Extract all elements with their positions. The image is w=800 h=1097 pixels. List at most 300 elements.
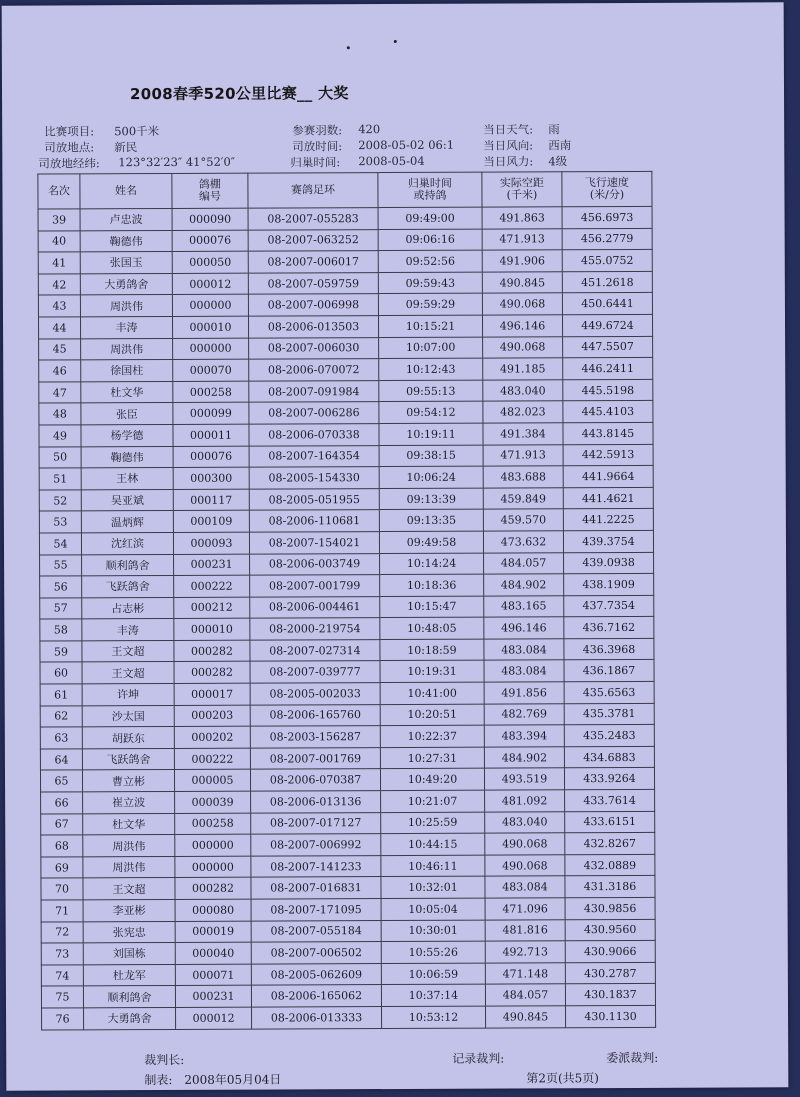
- rank-cell: 51: [39, 468, 81, 490]
- loft-cell: 000000: [173, 338, 249, 360]
- loft-cell: 000282: [175, 878, 251, 900]
- return-time-cell: 10:18:36: [380, 574, 484, 596]
- table-row: [41, 941, 655, 965]
- ring-cell: 08-2007-006286: [249, 402, 379, 424]
- weather-label: 当日天气:: [483, 122, 534, 137]
- loft-cell: 000040: [175, 942, 251, 964]
- distance-cell: 496.146: [482, 315, 562, 337]
- results-table: [37, 171, 656, 1030]
- distance-cell: 482.769: [484, 703, 564, 725]
- table-row: [39, 530, 653, 554]
- name-cell: 王林: [81, 468, 173, 490]
- rank-cell: 75: [41, 986, 83, 1008]
- distance-cell: 484.902: [484, 747, 564, 769]
- speed-cell: 441.4621: [563, 487, 653, 509]
- distance-cell: 496.146: [484, 617, 564, 639]
- speed-cell: 449.6724: [562, 314, 652, 336]
- return-time-cell: 10:21:07: [381, 790, 485, 812]
- distance-cell: 483.165: [484, 595, 564, 617]
- return-time-cell: 10:55:26: [381, 941, 485, 963]
- table-row: [38, 314, 652, 338]
- rank-cell: 66: [41, 792, 83, 814]
- table-row: [38, 271, 652, 295]
- speed-cell: 430.2787: [565, 962, 655, 984]
- ring-cell: 08-2007-027314: [250, 639, 380, 661]
- ring-cell: 08-2007-017127: [251, 812, 381, 834]
- name-cell: 徐国柱: [81, 360, 173, 382]
- table-row: [38, 293, 652, 317]
- speed-cell: 430.1130: [566, 1005, 656, 1027]
- distance-cell: 493.519: [484, 768, 564, 790]
- rank-cell: 76: [42, 1008, 84, 1030]
- rank-cell: 71: [41, 900, 83, 922]
- name-cell: 张国玉: [80, 252, 172, 274]
- speed-cell: 443.8145: [563, 422, 653, 444]
- speed-cell: 451.2618: [562, 271, 652, 293]
- ring-cell: 08-2006-070387: [250, 769, 380, 791]
- table-row: [38, 250, 652, 274]
- return-time-cell: 10:41:00: [380, 682, 484, 704]
- name-cell: 顺利鸽舍: [83, 986, 175, 1008]
- return-time-cell: 10:22:37: [380, 725, 484, 747]
- rank-cell: 53: [39, 511, 81, 533]
- rank-cell: 60: [40, 662, 82, 684]
- name-cell: 沈红滨: [81, 532, 173, 554]
- loft-cell: 000203: [174, 705, 250, 727]
- name-cell: 丰涛: [80, 316, 172, 338]
- header-rank: 名次: [38, 174, 80, 209]
- name-cell: 杨学德: [81, 424, 173, 446]
- distance-cell: 490.845: [486, 1006, 566, 1028]
- rank-cell: 43: [38, 295, 80, 317]
- loft-cell: 000000: [175, 856, 251, 878]
- prepared-date: 2008年05月04日: [184, 1072, 282, 1087]
- table-row: [39, 444, 653, 468]
- loft-cell: 000000: [175, 834, 251, 856]
- ring-cell: 08-2005-002033: [250, 683, 380, 705]
- speed-cell: 434.6883: [564, 746, 654, 768]
- speed-cell: 441.2225: [563, 509, 653, 531]
- return-time-cell: 09:55:13: [379, 380, 483, 402]
- speed-cell: 456.6973: [562, 206, 652, 228]
- ring-cell: 08-2006-110681: [249, 510, 379, 532]
- table-row: [41, 919, 655, 943]
- table-row: [41, 876, 655, 900]
- table-row: [38, 206, 652, 230]
- rank-cell: 69: [41, 857, 83, 879]
- distance-cell: 491.185: [483, 358, 563, 380]
- name-cell: 王文超: [83, 878, 175, 900]
- release-time-label: 司放时间:: [292, 139, 343, 154]
- speed-cell: 433.9264: [564, 768, 654, 790]
- table-row: [41, 854, 655, 878]
- name-cell: 鞠德伟: [80, 230, 172, 252]
- name-cell: 周洪伟: [80, 295, 172, 317]
- speed-cell: 430.9066: [565, 941, 655, 963]
- loft-cell: 000212: [174, 597, 250, 619]
- speed-cell: 433.6151: [565, 811, 655, 833]
- header-speed: 飞行速度 (米/分): [562, 171, 652, 206]
- rank-cell: 52: [39, 490, 81, 512]
- rank-cell: 56: [40, 576, 82, 598]
- return-time-cell: 09:54:12: [379, 401, 483, 423]
- table-row: [41, 811, 655, 835]
- recorder-label: 记录裁判:: [452, 1051, 505, 1066]
- speed-cell: 447.5507: [563, 336, 653, 358]
- distance-cell: 483.688: [483, 466, 563, 488]
- name-cell: 崔立波: [83, 791, 175, 813]
- loft-cell: 000258: [173, 381, 249, 403]
- return-time-cell: 10:15:47: [380, 596, 484, 618]
- speed-cell: 430.9560: [565, 919, 655, 941]
- name-cell: 刘国栋: [83, 943, 175, 965]
- speed-cell: 438.1909: [564, 573, 654, 595]
- rank-cell: 65: [40, 770, 82, 792]
- return-time-cell: 10:06:59: [381, 963, 485, 985]
- wind-direction-value: 西南: [548, 138, 572, 153]
- name-cell: 王文超: [82, 662, 174, 684]
- ring-cell: 08-2007-001769: [250, 747, 380, 769]
- return-time-cell: 09:49:58: [379, 531, 483, 553]
- return-time-cell: 10:53:12: [382, 1006, 486, 1028]
- project-label: 比赛项目:: [44, 124, 95, 139]
- distance-cell: 459.570: [483, 509, 563, 531]
- page-title: 2008春季520公里比赛__ 大奖: [129, 84, 349, 104]
- rank-cell: 54: [39, 533, 81, 555]
- distance-cell: 484.057: [485, 984, 565, 1006]
- release-place-label: 司放地点:: [44, 140, 95, 155]
- distance-cell: 471.148: [485, 963, 565, 985]
- ring-cell: 08-2006-165062: [251, 985, 381, 1007]
- rank-cell: 64: [40, 749, 82, 771]
- distance-cell: 483.084: [484, 639, 564, 661]
- name-cell: 周洪伟: [81, 338, 173, 360]
- table-row: [42, 1005, 656, 1029]
- distance-cell: 481.816: [485, 919, 565, 941]
- rank-cell: 47: [39, 382, 81, 404]
- delegate-label: 委派裁判:: [606, 1050, 659, 1066]
- wind-force-value: 4级: [548, 154, 568, 169]
- loft-cell: 000080: [175, 899, 251, 921]
- participants-value: 420: [358, 122, 381, 137]
- ring-cell: 08-2007-006017: [248, 251, 378, 273]
- speed-cell: 436.3968: [564, 638, 654, 660]
- name-cell: 卢忠波: [80, 208, 172, 230]
- table-row: [40, 681, 654, 705]
- table-row: [39, 509, 653, 533]
- loft-cell: 000202: [174, 726, 250, 748]
- table-row: [40, 768, 654, 792]
- speed-cell: 445.4103: [563, 401, 653, 423]
- return-time-cell: 10:32:01: [381, 877, 485, 899]
- table-row: [41, 789, 655, 813]
- loft-cell: 000005: [174, 770, 250, 792]
- distance-cell: 490.845: [482, 272, 562, 294]
- ring-cell: 08-2007-141233: [251, 855, 381, 877]
- distance-cell: 483.040: [483, 380, 563, 402]
- return-time-cell: 09:49:00: [378, 207, 482, 229]
- paper-speck: [347, 46, 350, 49]
- distance-cell: 473.632: [483, 531, 563, 553]
- ring-cell: 08-2007-059759: [248, 272, 378, 294]
- name-cell: 占志彬: [82, 597, 174, 619]
- distance-cell: 484.902: [484, 574, 564, 596]
- ring-cell: 08-2007-164354: [249, 445, 379, 467]
- rank-cell: 62: [40, 706, 82, 728]
- speed-cell: 456.2779: [562, 228, 652, 250]
- ring-cell: 08-2005-062609: [251, 963, 381, 985]
- table-row: [38, 228, 652, 252]
- ring-cell: 08-2000-219754: [250, 618, 380, 640]
- table-row: [41, 833, 655, 857]
- name-cell: 李亚彬: [83, 899, 175, 921]
- loft-cell: 000070: [173, 359, 249, 381]
- rank-cell: 46: [39, 360, 81, 382]
- speed-cell: 431.3186: [565, 876, 655, 898]
- loft-cell: 000050: [172, 251, 248, 273]
- name-cell: 飞跃鸽舍: [82, 748, 174, 770]
- header-return-time: 归巢时间 或持鸽: [378, 172, 482, 207]
- speed-cell: 445.5198: [563, 379, 653, 401]
- table-row: [40, 552, 654, 576]
- loft-cell: 000231: [175, 986, 251, 1008]
- loft-cell: 000010: [174, 618, 250, 640]
- ring-cell: 08-2007-154021: [249, 531, 379, 553]
- coordinates-value: 123°32′23″ 41°52′0″: [118, 154, 236, 170]
- wind-force-label: 当日风力:: [483, 154, 534, 169]
- return-time-cell: 09:52:56: [378, 250, 482, 272]
- distance-cell: 491.906: [482, 250, 562, 272]
- name-cell: 许坤: [82, 684, 174, 706]
- distance-cell: 483.040: [485, 811, 565, 833]
- speed-cell: 439.0938: [564, 552, 654, 574]
- loft-cell: 000017: [174, 683, 250, 705]
- return-time-cell: 09:13:35: [379, 509, 483, 531]
- name-cell: 杜文华: [83, 813, 175, 835]
- name-cell: 杜文华: [81, 381, 173, 403]
- rank-cell: 72: [41, 921, 83, 943]
- speed-cell: 432.8267: [565, 833, 655, 855]
- loft-cell: 000222: [174, 575, 250, 597]
- rank-cell: 57: [40, 598, 82, 620]
- speed-cell: 435.2483: [564, 725, 654, 747]
- table-row: [40, 746, 654, 770]
- return-time-cell: 10:49:20: [380, 769, 484, 791]
- results-sheet: [2, 2, 789, 1090]
- table-row: [39, 422, 653, 446]
- name-cell: 王文超: [82, 640, 174, 662]
- coordinates-label: 司放地经纬:: [38, 156, 100, 171]
- distance-cell: 491.384: [483, 423, 563, 445]
- rank-cell: 58: [40, 619, 82, 641]
- ring-cell: 08-2006-004461: [250, 596, 380, 618]
- ring-cell: 08-2003-156287: [250, 726, 380, 748]
- speed-cell: 441.9664: [563, 465, 653, 487]
- rank-cell: 44: [38, 317, 80, 339]
- loft-cell: 000300: [173, 467, 249, 489]
- table-row: [39, 358, 653, 382]
- speed-cell: 455.0752: [562, 250, 652, 272]
- return-time-cell: 10:18:59: [380, 639, 484, 661]
- distance-cell: 490.068: [485, 855, 565, 877]
- return-time-cell: 10:37:14: [381, 984, 485, 1006]
- name-cell: 沙太国: [82, 705, 174, 727]
- return-time-cell: 09:59:29: [378, 293, 482, 315]
- page-number: 第2页(共5页): [526, 1071, 599, 1086]
- speed-cell: 442.5913: [563, 444, 653, 466]
- header-distance: 实际空距 (千米): [482, 172, 562, 207]
- table-row: [41, 897, 655, 921]
- rank-cell: 49: [39, 425, 81, 447]
- distance-cell: 483.394: [484, 725, 564, 747]
- rank-cell: 42: [38, 274, 80, 296]
- speed-cell: 446.2411: [563, 358, 653, 380]
- return-time-cell: 10:19:31: [380, 661, 484, 683]
- distance-cell: 471.913: [483, 444, 563, 466]
- return-time-cell: 09:38:15: [379, 445, 483, 467]
- return-time-cell: 10:05:04: [381, 898, 485, 920]
- speed-cell: 437.7354: [564, 595, 654, 617]
- loft-cell: 000222: [174, 748, 250, 770]
- wind-direction-label: 当日风向:: [483, 138, 534, 153]
- return-time-value: 2008-05-04: [358, 153, 425, 169]
- return-time-cell: 10:06:24: [379, 466, 483, 488]
- table-row: [40, 595, 654, 619]
- ring-cell: 08-2006-070338: [249, 424, 379, 446]
- name-cell: 飞跃鸽舍: [82, 576, 174, 598]
- speed-cell: 435.3781: [564, 703, 654, 725]
- rank-cell: 41: [38, 252, 80, 274]
- ring-cell: 08-2007-055184: [251, 920, 381, 942]
- table-header-row: [38, 171, 652, 209]
- table-row: [41, 984, 655, 1008]
- table-row: [40, 573, 654, 597]
- ring-cell: 08-2005-051955: [249, 488, 379, 510]
- rank-cell: 48: [39, 403, 81, 425]
- table-row: [39, 487, 653, 511]
- name-cell: 周洪伟: [83, 856, 175, 878]
- return-time-cell: 10:48:05: [380, 617, 484, 639]
- return-time-label: 归巢时间:: [290, 155, 341, 170]
- release-time-value: 2008-05-02 06:1: [358, 137, 455, 153]
- loft-cell: 000012: [176, 1007, 252, 1029]
- loft-cell: 000109: [173, 510, 249, 532]
- name-cell: 大勇鸽舍: [84, 1007, 176, 1029]
- table-row: [41, 962, 655, 986]
- rank-cell: 55: [40, 554, 82, 576]
- rank-cell: 68: [41, 835, 83, 857]
- name-cell: 周洪伟: [83, 835, 175, 857]
- ring-cell: 08-2007-091984: [249, 380, 379, 402]
- loft-cell: 000117: [173, 489, 249, 511]
- name-cell: 曹立彬: [82, 770, 174, 792]
- loft-cell: 000000: [172, 295, 248, 317]
- ring-cell: 08-2006-013333: [252, 1007, 382, 1029]
- ring-cell: 08-2007-055283: [248, 208, 378, 230]
- table-row: [39, 401, 653, 425]
- return-time-cell: 10:20:51: [380, 704, 484, 726]
- speed-cell: 436.1867: [564, 660, 654, 682]
- rank-cell: 39: [38, 209, 80, 231]
- rank-cell: 61: [40, 684, 82, 706]
- ring-cell: 08-2007-016831: [251, 877, 381, 899]
- ring-cell: 08-2007-063252: [248, 229, 378, 251]
- name-cell: 杜龙军: [83, 964, 175, 986]
- return-time-cell: 10:15:21: [378, 315, 482, 337]
- ring-cell: 08-2007-006502: [251, 942, 381, 964]
- rank-cell: 70: [41, 878, 83, 900]
- loft-cell: 000071: [175, 964, 251, 986]
- ring-cell: 08-2007-001799: [250, 575, 380, 597]
- loft-cell: 000011: [173, 424, 249, 446]
- return-time-cell: 10:46:11: [381, 855, 485, 877]
- loft-cell: 000282: [174, 640, 250, 662]
- return-time-cell: 10:25:59: [381, 812, 485, 834]
- name-cell: 鞠德伟: [81, 446, 173, 468]
- ring-cell: 08-2007-171095: [251, 899, 381, 921]
- paper-speck: [394, 40, 397, 43]
- name-cell: 胡跃东: [82, 727, 174, 749]
- weather-value: 雨: [548, 122, 560, 137]
- rank-cell: 63: [40, 727, 82, 749]
- participants-label: 参赛羽数:: [292, 123, 343, 138]
- rank-cell: 74: [41, 965, 83, 987]
- ring-cell: 08-2006-070072: [249, 359, 379, 381]
- header-ring: 赛鸽足环: [248, 173, 378, 209]
- rank-cell: 40: [38, 230, 80, 252]
- release-place-value: 新民: [114, 140, 138, 155]
- distance-cell: 490.068: [482, 293, 562, 315]
- distance-cell: 490.068: [483, 336, 563, 358]
- name-cell: 张臣: [81, 403, 173, 425]
- return-time-cell: 09:59:43: [378, 272, 482, 294]
- table-row: [40, 617, 654, 641]
- table-row: [40, 660, 654, 684]
- loft-cell: 000010: [172, 316, 248, 338]
- speed-cell: 450.6441: [562, 293, 652, 315]
- distance-cell: 492.713: [485, 941, 565, 963]
- return-time-cell: 10:12:43: [379, 358, 483, 380]
- ring-cell: 08-2007-006030: [249, 337, 379, 359]
- loft-cell: 000231: [174, 554, 250, 576]
- rank-cell: 50: [39, 446, 81, 468]
- speed-cell: 432.0889: [565, 854, 655, 876]
- loft-cell: 000258: [175, 813, 251, 835]
- loft-cell: 000099: [173, 402, 249, 424]
- return-time-cell: 10:07:00: [379, 337, 483, 359]
- distance-cell: 484.057: [484, 552, 564, 574]
- table-row: [39, 465, 653, 489]
- table-row: [39, 379, 653, 403]
- rank-cell: 67: [41, 813, 83, 835]
- ring-cell: 08-2006-013136: [251, 791, 381, 813]
- header-loft: 鸽棚 编号: [172, 173, 248, 208]
- distance-cell: 459.849: [483, 487, 563, 509]
- name-cell: 顺利鸽舍: [82, 554, 174, 576]
- loft-cell: 000019: [175, 921, 251, 943]
- return-time-cell: 10:44:15: [381, 833, 485, 855]
- name-cell: 张宪忠: [83, 921, 175, 943]
- rank-cell: 59: [40, 641, 82, 663]
- return-time-cell: 10:27:31: [380, 747, 484, 769]
- table-row: [40, 638, 654, 662]
- table-row: [40, 725, 654, 749]
- rank-cell: 45: [39, 338, 81, 360]
- table-row: [40, 703, 654, 727]
- ring-cell: 08-2006-013503: [248, 316, 378, 338]
- ring-cell: 08-2005-154330: [249, 467, 379, 489]
- return-time-cell: 09:13:39: [379, 488, 483, 510]
